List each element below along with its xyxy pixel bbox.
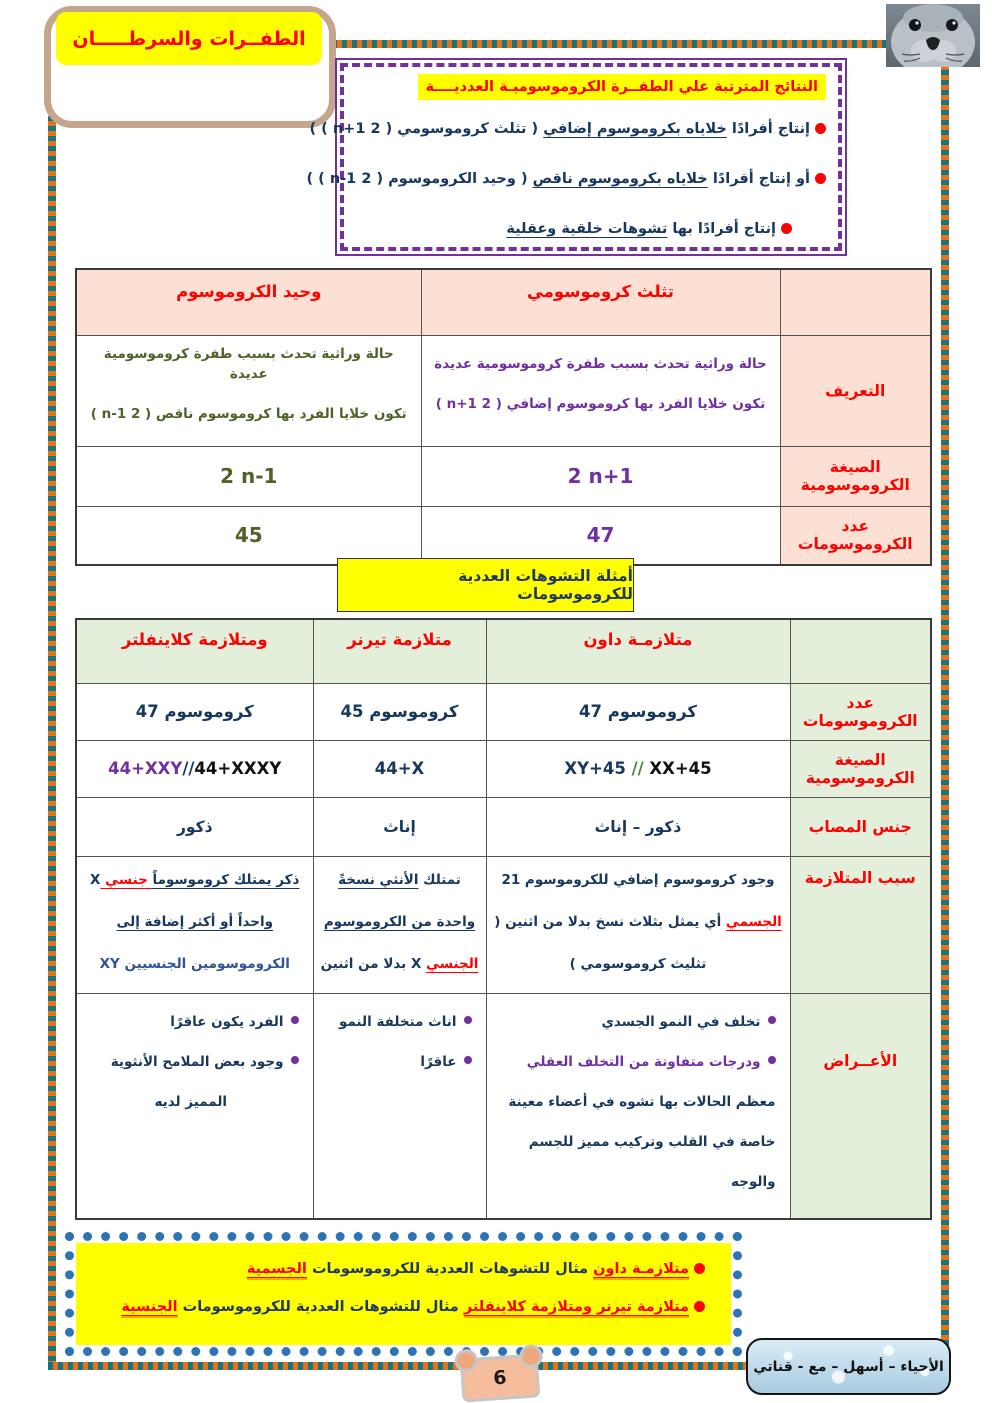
- t2-cause-turner-p1: تمتلك: [418, 871, 461, 888]
- result-bullet-2: [306, 166, 826, 192]
- result-bullet-3: [352, 216, 826, 242]
- t2-cause-klinefelter: [76, 856, 313, 993]
- note-2-type: الجنسية: [121, 1299, 177, 1318]
- t2-formula-down-separator: //: [631, 759, 644, 778]
- bullet-icon: [815, 173, 826, 184]
- bullet-icon: [815, 123, 826, 134]
- t1-def-trisomy-line1: حالة وراثية تحدث بسبب طفرة كروموسومية عديدة: [434, 355, 767, 372]
- results-box: [306, 58, 847, 256]
- t2-symp-kline-2: وجود بعض الملامح الأنثوية: [110, 1053, 284, 1070]
- syndromes-table: [75, 618, 932, 1220]
- table-row: [76, 619, 931, 683]
- t2-cause-kline-sex: جنسي: [100, 871, 153, 888]
- t2-formula-kline-a: 44+XXY: [108, 759, 183, 778]
- t1-row-label-definition: التعريف: [780, 335, 931, 446]
- bullet-icon: [291, 1056, 299, 1064]
- table-row: [76, 740, 931, 797]
- t1-col-monosomy: وحيد الكروموسوم: [76, 269, 421, 335]
- result-1-post: ( تثلث كروموسومي ( 2 n+1 ) ): [309, 121, 544, 137]
- symptom-line: [83, 1082, 299, 1122]
- t2-cause-kline-mid: X: [90, 871, 101, 888]
- t2-col-klinefelter: ومتلازمة كلاينفلتر: [76, 619, 313, 683]
- t2-cause-turner-p2: X بدلا من اثنين: [320, 955, 427, 972]
- t2-symptoms-klinefelter: [76, 993, 313, 1219]
- t2-symp-down-2: ودرجات متفاوتة من التخلف العقلي: [526, 1053, 761, 1070]
- table-row: [76, 683, 931, 740]
- t2-symp-kline-3: المميز لديه: [154, 1093, 228, 1110]
- page-border-left: [48, 116, 56, 1370]
- symptom-line: [320, 1042, 472, 1082]
- t2-cause-turner: [313, 856, 486, 993]
- t2-row-label-formula: الصيغة الكروموسومية: [790, 740, 931, 797]
- t2-cause-turner-key: الأنثي نسخةً واحدة من الكروموسوم: [323, 871, 476, 930]
- symptom-line: [493, 1082, 776, 1122]
- table-row: [76, 446, 931, 506]
- table-row: [76, 856, 931, 993]
- t2-formula-turner: 44+X: [313, 740, 486, 797]
- examples-section-title: [337, 558, 634, 612]
- t2-gender-down: ذكور – إناث: [486, 797, 790, 856]
- t2-cause-kline-u2: واحداً أو أكثر إضافة إلى: [116, 913, 273, 930]
- result-1-key: خلاياه بكروموسوم إضافي: [543, 121, 727, 137]
- t1-col-trisomy: تثلث كروموسومي: [421, 269, 780, 335]
- t1-definition-trisomy: [421, 335, 780, 446]
- t2-cause-down-p1: وجود كروموسوم إضافي للكروموسوم 21: [501, 871, 775, 888]
- t1-formula-monosomy: 2 n-1: [76, 446, 421, 506]
- page-title: [56, 12, 322, 65]
- t2-gender-klinefelter: ذكور: [76, 797, 313, 856]
- t2-formula-down-male: XY+45: [564, 759, 626, 778]
- t2-count-klinefelter: 47 كروموسوم: [76, 683, 313, 740]
- t2-col-turner: متلازمة تيرنر: [313, 619, 486, 683]
- symptom-line: [493, 1002, 776, 1042]
- examples-title-text: أمثلة التشوهات العددية للكروموسومات: [458, 567, 633, 603]
- summary-notes-box: [65, 1232, 742, 1356]
- t2-cause-kline-u1: ذكر يمتلك كروموسوماً: [152, 871, 300, 888]
- t1-definition-monosomy: [76, 335, 421, 446]
- t2-symptoms-down: [486, 993, 790, 1219]
- symptom-line: [493, 1122, 776, 1202]
- page-number-scroll: [460, 1353, 541, 1402]
- note-2-mid: مثال للتشوهات العددية للكروموسومات: [177, 1299, 464, 1315]
- note-2-syndromes: متلازمة تيرنر ومتلازمة كلاينفلتر: [464, 1299, 689, 1318]
- note-item-2: [84, 1295, 705, 1319]
- t2-cause-down: [486, 856, 790, 993]
- page-number: 6: [492, 1366, 508, 1390]
- result-1-pre: إنتاج أفرادًا: [726, 121, 810, 137]
- page-title-text: الطفــرات والسرطـــــان: [72, 27, 306, 50]
- t1-corner-cell: [780, 269, 931, 335]
- page-border-top: [332, 40, 941, 48]
- table-row: [76, 993, 931, 1219]
- t2-formula-klinefelter: [76, 740, 313, 797]
- bullet-icon: [781, 223, 792, 234]
- t2-cause-kline-xy: الكروموسومين الجنسيين XY: [99, 955, 290, 972]
- note-item-1: [84, 1257, 705, 1281]
- seal-photo: [886, 4, 980, 67]
- note-1-syndrome: متلازمـة داون: [593, 1261, 689, 1280]
- t2-formula-kline-separator: //: [182, 759, 195, 778]
- t2-col-down: متلازمـة داون: [486, 619, 790, 683]
- bullet-icon: [768, 1056, 776, 1064]
- t1-count-trisomy: 47: [421, 506, 780, 565]
- t2-symptoms-turner: [313, 993, 486, 1219]
- t2-symp-down-4: خاصة في القلب وتركيب مميز للجسم والوجه: [528, 1133, 776, 1190]
- t2-symp-kline-1: الفرد يكون عاقرًا: [170, 1013, 284, 1030]
- bullet-icon: [464, 1016, 472, 1024]
- summary-notes-inner: [76, 1243, 731, 1345]
- table-row: [76, 269, 931, 335]
- mutation-types-table: [75, 268, 932, 566]
- t1-row-label-count: عدد الكروموسومات: [780, 506, 931, 565]
- t1-row-label-formula: الصيغة الكروموسومية: [780, 446, 931, 506]
- t1-def-monosomy-line1: حالة وراثية تحدث بسبب طفرة كروموسومية عديدة: [103, 345, 394, 382]
- t2-cause-down-p2: أي يمثل بثلاث نسخ بدلا من اثنين ( تثليث كروموسومي ): [494, 913, 726, 972]
- t2-row-label-gender: جنس المصاب: [790, 797, 931, 856]
- symptom-line: [83, 1042, 299, 1082]
- table-row: [76, 797, 931, 856]
- t2-symp-turner-1: اناث متخلفة النمو: [339, 1013, 457, 1030]
- results-box-title: النتائج المترتبة علي الطفــرة الكروموسوميـة العدديــــة: [418, 74, 826, 100]
- brand-footer: [746, 1338, 951, 1395]
- t2-cause-down-somatic: الجسمي: [725, 913, 782, 930]
- symptom-line: [320, 1002, 472, 1042]
- t2-gender-turner: إناث: [313, 797, 486, 856]
- table-row: [76, 506, 931, 565]
- result-3-pre: إنتاج أفرادًا بها: [667, 221, 776, 237]
- t2-row-label-count: عدد الكروموسومات: [790, 683, 931, 740]
- result-2-post: ( وحيد الكروموسوم ( 2 n-1 ) ): [306, 171, 533, 187]
- t1-def-monosomy-line2: تكون خلايا الفرد بها كروموسوم ناقص ( 2 n-1 ): [90, 405, 407, 422]
- t2-corner-cell: [790, 619, 931, 683]
- result-3-key: تشوهات خلقية وعقلية: [506, 221, 668, 237]
- page-border-right: [941, 40, 949, 1370]
- symptom-line: [83, 1002, 299, 1042]
- t2-count-turner: 45 كروموسوم: [313, 683, 486, 740]
- t2-formula-down-female: XX+45: [649, 759, 712, 778]
- t2-count-down: 47 كروموسوم: [486, 683, 790, 740]
- bullet-icon: [291, 1016, 299, 1024]
- t2-symp-turner-2: عاقرًا: [420, 1053, 457, 1070]
- results-box-inner: [306, 63, 842, 251]
- bullet-icon: [464, 1056, 472, 1064]
- note-1-type: الجسمية: [247, 1261, 307, 1280]
- table-row: [76, 335, 931, 446]
- bullet-icon: [694, 1263, 705, 1274]
- t2-formula-kline-b: 44+XXXY: [194, 759, 282, 778]
- result-2-pre: أو إنتاج أفرادًا: [707, 171, 810, 187]
- result-2-key: خلاياه بكروموسوم ناقص: [532, 171, 708, 187]
- seal-photo-graphic: [886, 4, 980, 67]
- symptom-line: [493, 1042, 776, 1082]
- t1-formula-trisomy: 2 n+1: [421, 446, 780, 506]
- t2-row-label-symptoms: الأعــراض: [790, 993, 931, 1219]
- bullet-icon: [694, 1301, 705, 1312]
- note-1-mid: مثال للتشوهات العددية للكروموسومات: [306, 1261, 594, 1277]
- t2-cause-turner-sexchrom: الجنسي: [426, 955, 479, 972]
- t1-def-trisomy-line2: تكون خلايا الفرد بها كروموسوم إضافي ( 2 n+1 ): [435, 395, 766, 412]
- brand-footer-text: الأحياء – أسهل – مع - قناتي: [753, 1358, 944, 1375]
- t1-count-monosomy: 45: [76, 506, 421, 565]
- t2-symp-down-3: معظم الحالات بها تشوه في أعضاء معينة: [508, 1093, 776, 1110]
- t2-symp-down-1: تخلف في النمو الجسدي: [601, 1013, 761, 1030]
- bullet-icon: [768, 1016, 776, 1024]
- t2-row-label-cause: سبب المتلازمة: [790, 856, 931, 993]
- result-bullet-1: [309, 116, 826, 142]
- t2-formula-down: [486, 740, 790, 797]
